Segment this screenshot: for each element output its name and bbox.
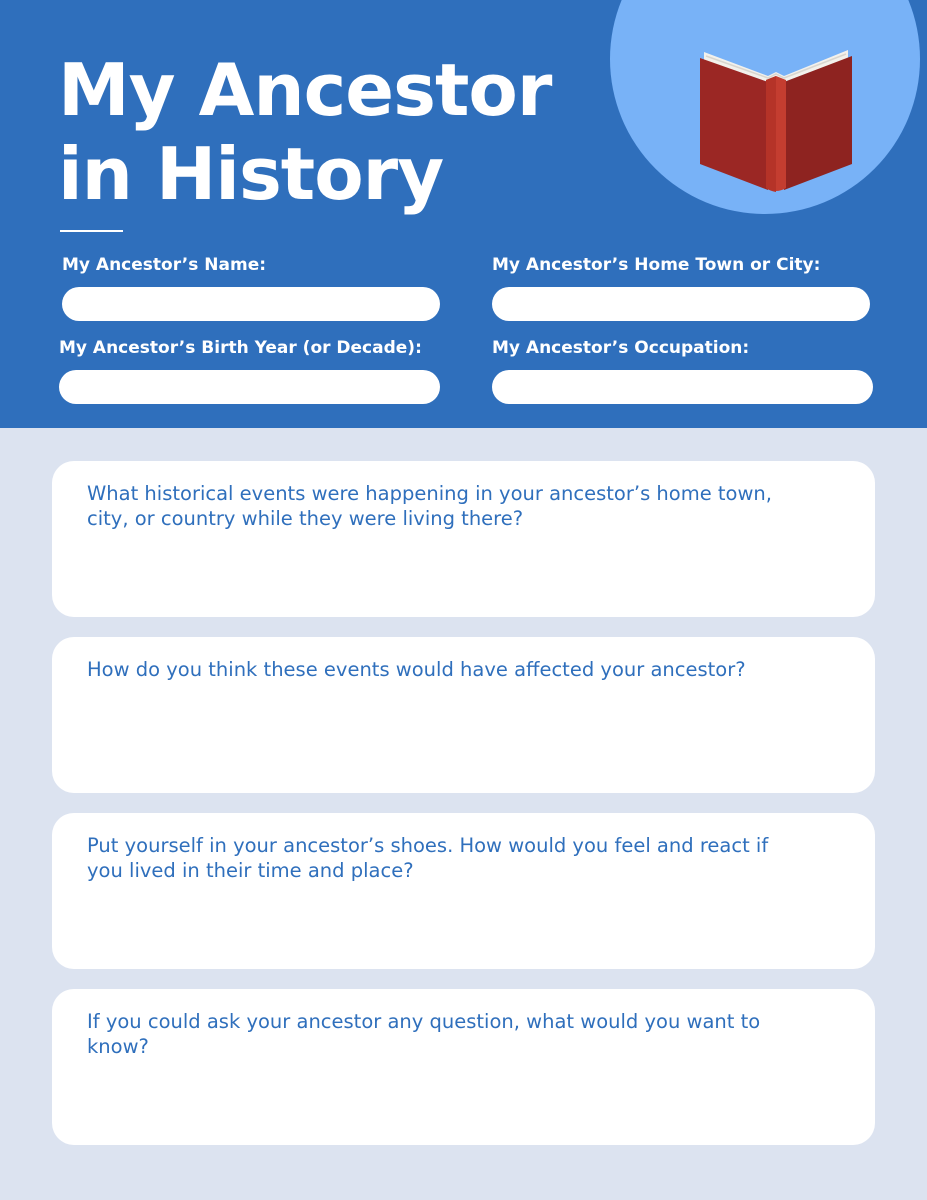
question-text: How do you think these events would have affected your ancestor?: [87, 658, 746, 681]
question-text: What historical events were happening in your ancestor’s home town, city, or country while they were living there?: [87, 482, 772, 530]
answer-area[interactable]: [87, 713, 837, 777]
title-line-2: in History: [58, 132, 444, 216]
question-text: Put yourself in your ancestor’s shoes. How would you feel and react if you lived in their time and place?: [87, 834, 769, 882]
ancestor-birth-year-input[interactable]: [59, 370, 440, 404]
header-banner: [0, 0, 927, 428]
question-card-ask: [52, 989, 875, 1145]
title-underline: [60, 230, 123, 232]
ancestor-birth-year-label: My Ancestor’s Birth Year (or Decade):: [59, 338, 422, 358]
ancestor-hometown-label: My Ancestor’s Home Town or City:: [492, 255, 821, 275]
answer-area[interactable]: [87, 1065, 837, 1129]
answer-area[interactable]: [87, 537, 837, 601]
question-text: If you could ask your ancestor any question, what would you want to know?: [87, 1010, 761, 1058]
ancestor-occupation-label: My Ancestor’s Occupation:: [492, 338, 750, 358]
ancestor-name-label: My Ancestor’s Name:: [62, 255, 267, 275]
answer-area[interactable]: [87, 889, 837, 953]
page-title: [58, 48, 618, 216]
question-card-historical-events: [52, 461, 875, 617]
title-line-1: My Ancestor: [58, 48, 552, 132]
open-book-icon: [696, 42, 856, 192]
ancestor-name-input[interactable]: [62, 287, 440, 321]
ancestor-occupation-input[interactable]: [492, 370, 873, 404]
question-card-shoes: [52, 813, 875, 969]
question-card-effects: [52, 637, 875, 793]
ancestor-hometown-input[interactable]: [492, 287, 870, 321]
